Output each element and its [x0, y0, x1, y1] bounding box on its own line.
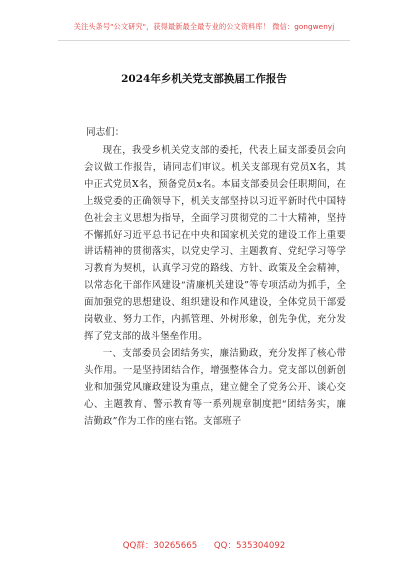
header-divider [58, 40, 350, 41]
qq-number-text: QQ：535304092 [213, 541, 286, 551]
footer-contact [0, 539, 408, 551]
paragraph: 一、支部委员会团结务实，廉洁勤政，充分发挥了核心带头作用。一是坚持团结合作，增强整体合力。党支部以创新创业和加强党风廉政建设为重点，建立健全了党务公开、谈心交心、主题教育、警示教育等一系列规章制度把“团结务实，廉洁勤政”作为工作的座右铭。支部班子 [84, 347, 346, 427]
document-body [84, 143, 346, 430]
salutation: 同志们： [86, 127, 125, 138]
paragraph: 现在，我受乡机关党支部的委托，代表上届支部委员会向会议做工作报告，请同志们审议。机关支部现有党员X名，其中正式党员X名，预备党员x名。本届支部委员会任职期间，在上级党委的正确领导下，机关支部坚持以习近平新时代中国特色社会主义思想为指导，全面学习贯彻党的二十大精神，坚持不懈抓好习近平总书记在中央和国家机关党的建设工作上重要讲话精神的贯彻落实，以党史学习、主题教育、党纪学习等学习教育为契机，认真学习党的路线、方针、政策及全会精神，以常态化干部作风建设“清廉机关建设”等专项活动为抓手，全面加强党的思想建设、组织建设和作风建设，全体党员干部爱岗敬业、努力工作，内抓管理、外树形象，创先争优，充分发挥了党支部的战斗堡垒作用。 [84, 145, 346, 342]
promo-banner: 关注头条号"公文研究"，获得最新最全最专业的公文资料库！ 微信：gongwenyj [73, 22, 335, 31]
qq-group-text: QQ群：30265665 [122, 541, 198, 551]
document-title: 2024年乡机关党支部换届工作报告 [121, 73, 287, 85]
